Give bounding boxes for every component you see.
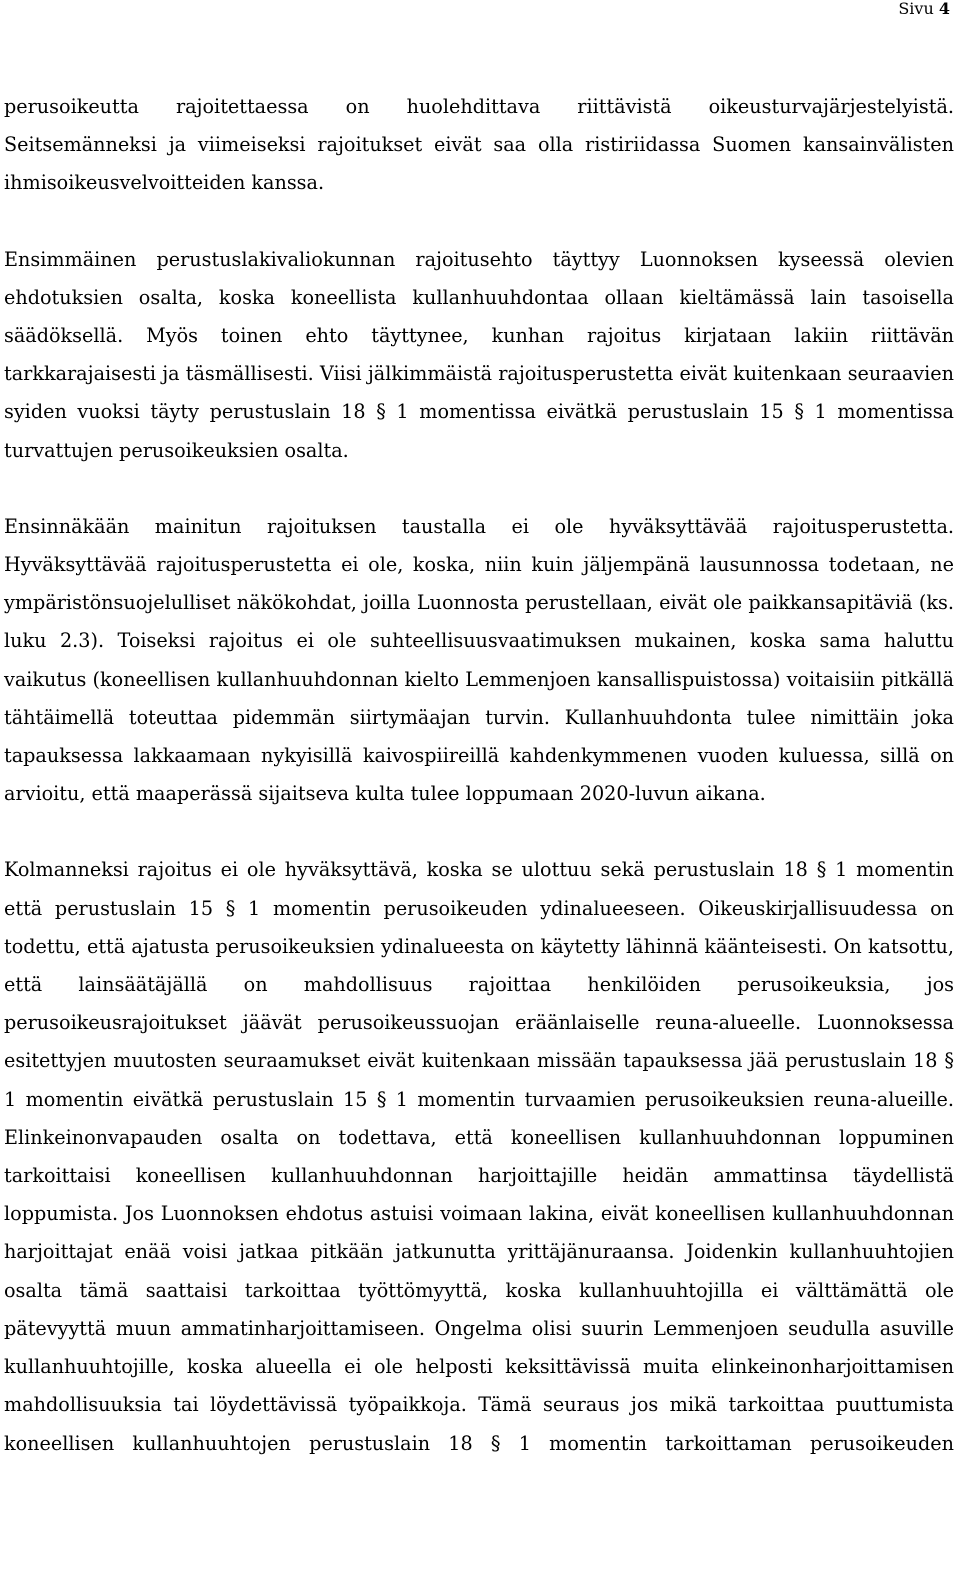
- document-body: [4, 88, 954, 1463]
- page-number-value: 4: [938, 0, 950, 18]
- paragraph-1: perusoikeutta rajoitettaessa on huolehdittava riittävistä oikeusturvajärjestelyistä. Seitsemänneksi ja viimeiseksi rajoitukset eivät saa olla ristiriidassa Suomen kansainvälisten ihmisoikeusvelvoitteiden kanssa.: [4, 95, 954, 195]
- page-number-label: Sivu: [898, 0, 934, 18]
- paragraph-4: Kolmanneksi rajoitus ei ole hyväksyttävä, koska se ulottuu sekä perustuslain 18 § 1 momentin että perustuslain 15 § 1 momentin perusoikeuden ydinalueeseen. Oikeuskirjallisuudessa on todettu, että ajatusta perusoikeuksien ydinalueesta on käytetty lähinnä käänteisesti. On katsottu, että lainsäätäjällä on mahdollisuus rajoittaa henkilöiden perusoikeuksia, jos perusoikeusrajoitukset jäävät perusoikeussuojan eräänlaiselle reuna-alueelle. Luonnoksessa esitettyjen muutosten seuraamukset eivät kuitenkaan missään tapauksessa jää perustuslain 18 § 1 momentin eivätkä perustuslain 15 § 1 momentin turvaamien perusoikeuksien reuna-alueille. Elinkeinonvapauden osalta on todettava, että koneellisen kullanhuuhdonnan loppuminen tarkoittaisi koneellisen kullanhuuhdonnan harjoittajille heidän ammattinsa täydellistä loppumista. Jos Luonnoksen ehdotus astuisi voimaan lakina, eivät koneellisen kullanhuuhdonnan harjoittajat enää voisi jatkaa pitkään jatkunutta yrittäjänuraansa. Joidenkin kullanhuuhtojien osalta tämä saattaisi tarkoittaa työttömyyttä, koska kullanhuuhtojilla ei välttämättä ole pätevyyttä muun ammatinharjoittamiseen. Ongelma olisi suurin Lemmenjoen seudulla asuville kullanhuuhtojille, koska alueella ei ole helposti keksittävissä muita elinkeinonharjoittamisen mahdollisuuksia tai löydettävissä työpaikkoja. Tämä seuraus jos mikä tarkoittaa puuttumista koneellisen kullanhuuhtojen perustuslain 18 § 1 momentin tarkoittaman perusoikeuden: [4, 858, 954, 1455]
- paragraph-2: Ensimmäinen perustuslakivaliokunnan rajoitusehto täyttyy Luonnoksen kyseessä olevien ehdotuksien osalta, koska koneellista kullanhuuhdontaa ollaan kieltämässä lain tasoisella säädöksellä. Myös toinen ehto täyttynee, kunhan rajoitus kirjataan lakiin riittävän tarkkarajaisesti ja täsmällisesti. Viisi jälkimmäistä rajoitusperustetta eivät kuitenkaan seuraavien syiden vuoksi täyty perustuslain 18 § 1 momentissa eivätkä perustuslain 15 § 1 momentissa turvattujen perusoikeuksien osalta.: [4, 247, 954, 462]
- paragraph-3: Ensinnäkään mainitun rajoituksen taustalla ei ole hyväksyttävää rajoitusperustetta. Hyväksyttävää rajoitusperustetta ei ole, koska, niin kuin jäljempänä lausunnossa todetaan, ne ympäristönsuojelulliset näkökohdat, joilla Luonnosta perustellaan, eivät ole paikkansapitäviä (ks. luku 2.3). Toiseksi rajoitus ei ole suhteellisuusvaatimuksen mukainen, koska sama haluttu vaikutus (koneellisen kullanhuuhdonnan kielto Lemmenjoen kansallispuistossa) voitaisiin pitkällä tähtäimellä toteuttaa pidemmän siirtymäajan turvin. Kullanhuuhdonta tulee nimittäin joka tapauksessa lakkaamaan nykyisillä kaivospiireillä kahdenkymmenen vuoden kuluessa, sillä on arvioitu, että maaperässä sijaitseva kulta tulee loppumaan 2020-luvun aikana.: [4, 514, 954, 806]
- page-number: [898, 0, 950, 18]
